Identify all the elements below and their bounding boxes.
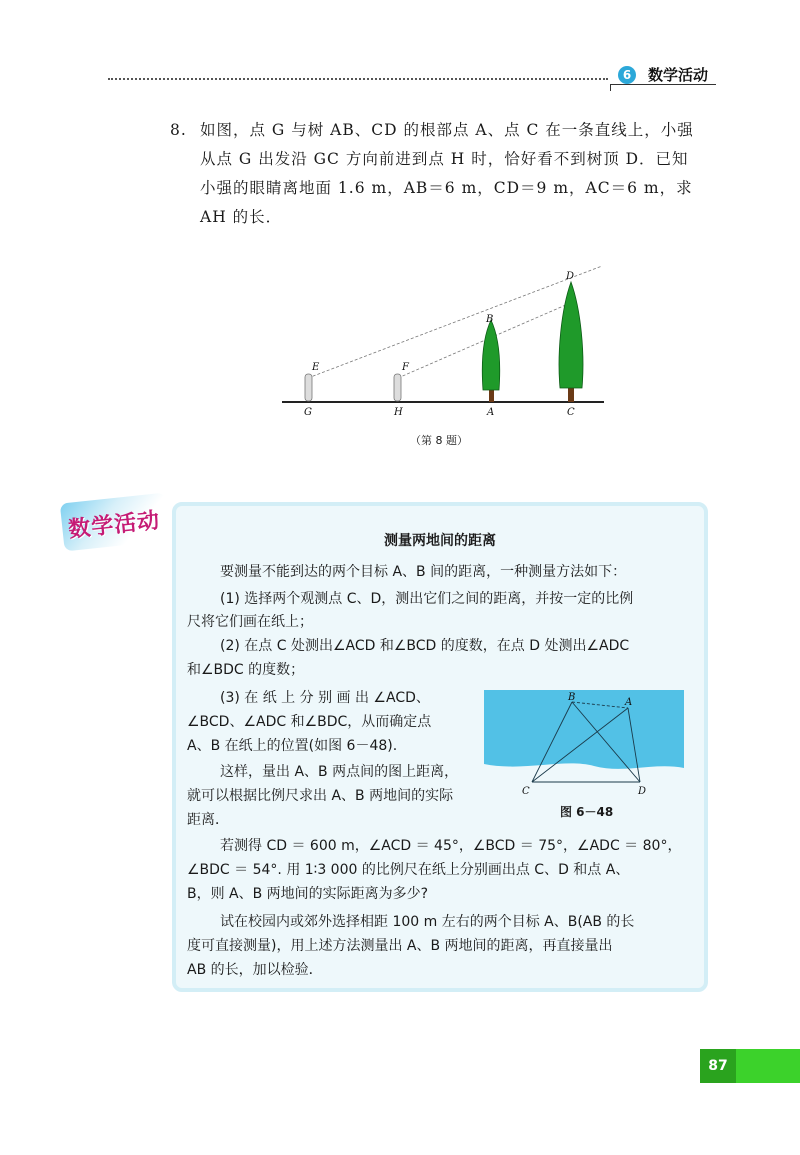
label-f: F [402,362,409,373]
step-2-line: 和∠BDC 的度数； [187,662,305,678]
label-g: G [304,407,312,418]
problem-line: 从点 G 出发沿 GC 方向前进到点 H 时，恰好看不到树顶 D．已知 [200,150,689,168]
label-e: E [312,362,320,373]
tree-ab [482,320,499,402]
figure-caption: （第 8 题） [410,434,468,447]
figure-6-48 [484,690,684,796]
practice-line: 度可直接测量)，用上述方法测量出 A、B 两地间的距离，再直接量出 [187,938,613,954]
label-h: H [394,407,403,418]
label-d: D [566,271,575,282]
river [484,690,684,769]
activity-intro: 要测量不能到达的两个目标 A、B 间的距离，一种测量方法如下： [220,564,627,580]
activity-title: 测量两地间的距离 [384,533,496,549]
activity-badge-text: 数学活动 [67,507,162,543]
problem-line: 如图，点 G 与树 AB、CD 的根部点 A、点 C 在一条直线上，小强 [200,121,694,139]
question-line: ∠BDC ＝ 54°. 用 1∶3 000 的比例尺在纸上分别画出点 C、D 和点 A、 [187,862,630,878]
step-3-line: A、B 在纸上的位置(如图 6－48). [187,738,398,754]
sightline-e [308,266,602,378]
practice-line: AB 的长，加以检验． [187,962,323,978]
step-3-line: (3) 在 纸 上 分 别 画 出 ∠ACD、 [220,690,430,706]
header-dotted-line [108,78,608,80]
step-3-line: ∠BCD、∠ADC 和∠BDC，从而确定点 [187,714,432,730]
problem-8 [170,116,730,232]
step-4-line: 距离． [187,812,229,828]
step-2-line: (2) 在点 C 处测出∠ACD 和∠BCD 的度数，在点 D 处测出∠ADC [220,638,630,654]
label-d: D [638,786,647,796]
label-b: B [568,692,576,703]
problem-line: 小强的眼睛离地面 1.6 m，AB＝6 m，CD＝9 m，AC＝6 m，求 [200,179,693,197]
step-1-line: (1) 选择两个观测点 C、D，测出它们之间的距离，并按一定的比例 [220,591,634,607]
step-1-line: 尺将它们画在纸上； [187,614,313,630]
page-header [0,58,800,98]
question-line: B，则 A、B 两地间的实际距离为多少? [187,886,429,902]
problem-line: AH 的长． [200,208,283,226]
person-g [305,374,312,401]
figure-caption: 图 6－48 [560,805,614,819]
step-4-line: 就可以根据比例尺求出 A、B 两地间的实际 [187,788,454,804]
chapter-number-badge: 6 [618,66,636,84]
chapter-title: 数学活动 [648,66,709,84]
person-h [394,374,401,401]
problem-number: 8. [170,121,187,139]
page-number: 87 [700,1049,736,1083]
header-corner-rule [610,84,716,91]
step-4-line: 这样，量出 A、B 两点间的图上距离， [220,764,459,780]
activity-badge [60,493,170,552]
tree-cd [559,282,583,402]
figure-trees-sightline [278,262,618,422]
label-a: A [625,697,633,708]
label-c: C [567,407,575,418]
question-line: 若测得 CD ＝ 600 m，∠ACD ＝ 45°，∠BCD ＝ 75°，∠ADC ＝ 80°， [220,838,682,854]
practice-line: 试在校园内或郊外选择相距 100 m 左右的两个目标 A、B(AB 的长 [220,914,635,930]
label-a: A [487,407,495,418]
label-c: C [522,786,530,796]
label-b: B [486,314,494,325]
